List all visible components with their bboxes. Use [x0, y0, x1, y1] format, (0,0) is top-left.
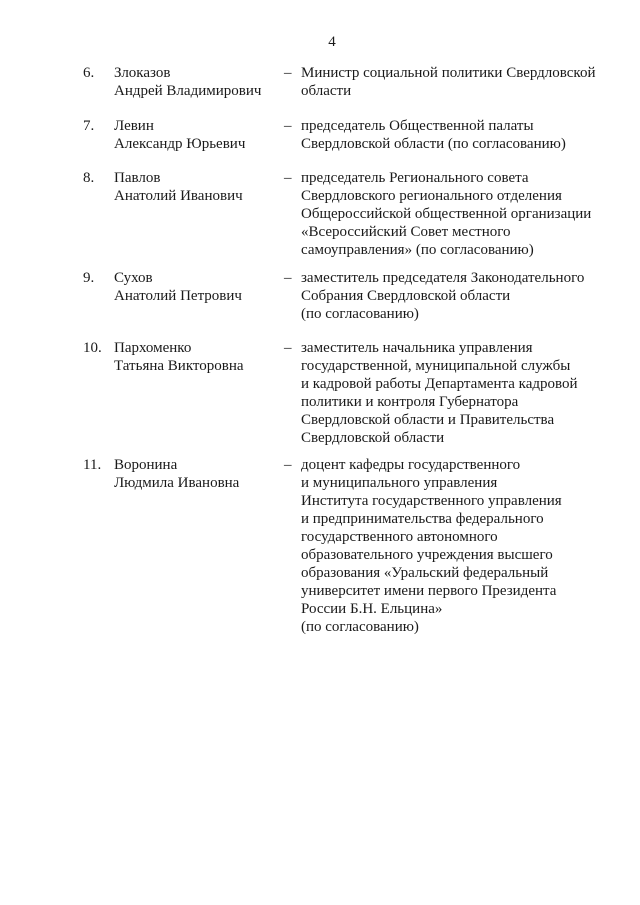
member-number: 9. [83, 270, 95, 286]
member-role-line: области [301, 83, 352, 99]
member-role-line: образовательного учреждения высшего [301, 547, 553, 563]
member-dash: – [284, 270, 292, 286]
member-role-line: и кадровой работы Департамента кадровой [301, 376, 578, 392]
member-dash: – [284, 170, 292, 186]
member-role-line: России Б.Н. Ельцина» [301, 601, 443, 617]
member-role [301, 64, 606, 100]
member-role-line: доцент кафедры государственного [301, 457, 521, 473]
member-role [301, 269, 606, 323]
member-name [114, 169, 279, 205]
member-role-line: заместитель начальника управления [301, 340, 533, 356]
member-role-line: Института государственного управления [301, 493, 562, 509]
member-name [114, 339, 279, 375]
member-name [114, 456, 279, 492]
member-role [301, 456, 606, 636]
member-role-line: (по согласованию) [301, 619, 419, 635]
member-number: 6. [83, 65, 95, 81]
member-role-line: председатель Регионального совета [301, 170, 529, 186]
member-role-line: Министр социальной политики Свердловской [301, 65, 596, 81]
member-role-line: Свердловской области [301, 430, 445, 446]
member-role-line: Общероссийской общественной организации [301, 206, 592, 222]
member-role-line: университет имени первого Президента [301, 583, 557, 599]
member-name [114, 117, 279, 153]
member-role-line: Свердловского регионального отделения [301, 188, 562, 204]
member-surname: Левин [114, 118, 154, 134]
member-number: 11. [83, 457, 102, 473]
member-role [301, 117, 606, 153]
member-surname: Павлов [114, 170, 161, 186]
member-given-names: Александр Юрьевич [114, 136, 246, 152]
member-role-line: Собрания Свердловской области [301, 288, 511, 304]
member-number: 10. [83, 340, 102, 356]
member-given-names: Андрей Владимирович [114, 83, 262, 99]
member-role-line: политики и контроля Губернатора [301, 394, 519, 410]
member-dash: – [284, 118, 292, 134]
member-surname: Сухов [114, 270, 153, 286]
member-name [114, 269, 279, 305]
member-name [114, 64, 279, 100]
member-dash: – [284, 65, 292, 81]
member-role-line: государственной, муниципальной службы [301, 358, 571, 374]
member-given-names: Людмила Ивановна [114, 475, 240, 491]
page-number: 4 [328, 34, 336, 50]
member-given-names: Татьяна Викторовна [114, 358, 244, 374]
member-role [301, 169, 606, 259]
member-role-line: (по согласованию) [301, 306, 419, 322]
member-role-line: государственного автономного [301, 529, 498, 545]
member-dash: – [284, 457, 292, 473]
member-surname: Воронина [114, 457, 178, 473]
member-number: 7. [83, 118, 95, 134]
member-given-names: Анатолий Иванович [114, 188, 243, 204]
member-surname: Злоказов [114, 65, 171, 81]
member-role-line: «Всероссийский Совет местного [301, 224, 511, 240]
member-role-line: и предпринимательства федерального [301, 511, 544, 527]
member-role-line: образования «Уральский федеральный [301, 565, 549, 581]
member-dash: – [284, 340, 292, 356]
member-role-line: самоуправления» (по согласованию) [301, 242, 534, 258]
member-role-line: и муниципального управления [301, 475, 498, 491]
member-given-names: Анатолий Петрович [114, 288, 242, 304]
member-role-line: председатель Общественной палаты [301, 118, 534, 134]
member-role [301, 339, 606, 447]
member-number: 8. [83, 170, 95, 186]
member-role-line: заместитель председателя Законодательного [301, 270, 585, 286]
member-role-line: Свердловской области (по согласованию) [301, 136, 566, 152]
member-role-line: Свердловской области и Правительства [301, 412, 555, 428]
member-surname: Пархоменко [114, 340, 192, 356]
